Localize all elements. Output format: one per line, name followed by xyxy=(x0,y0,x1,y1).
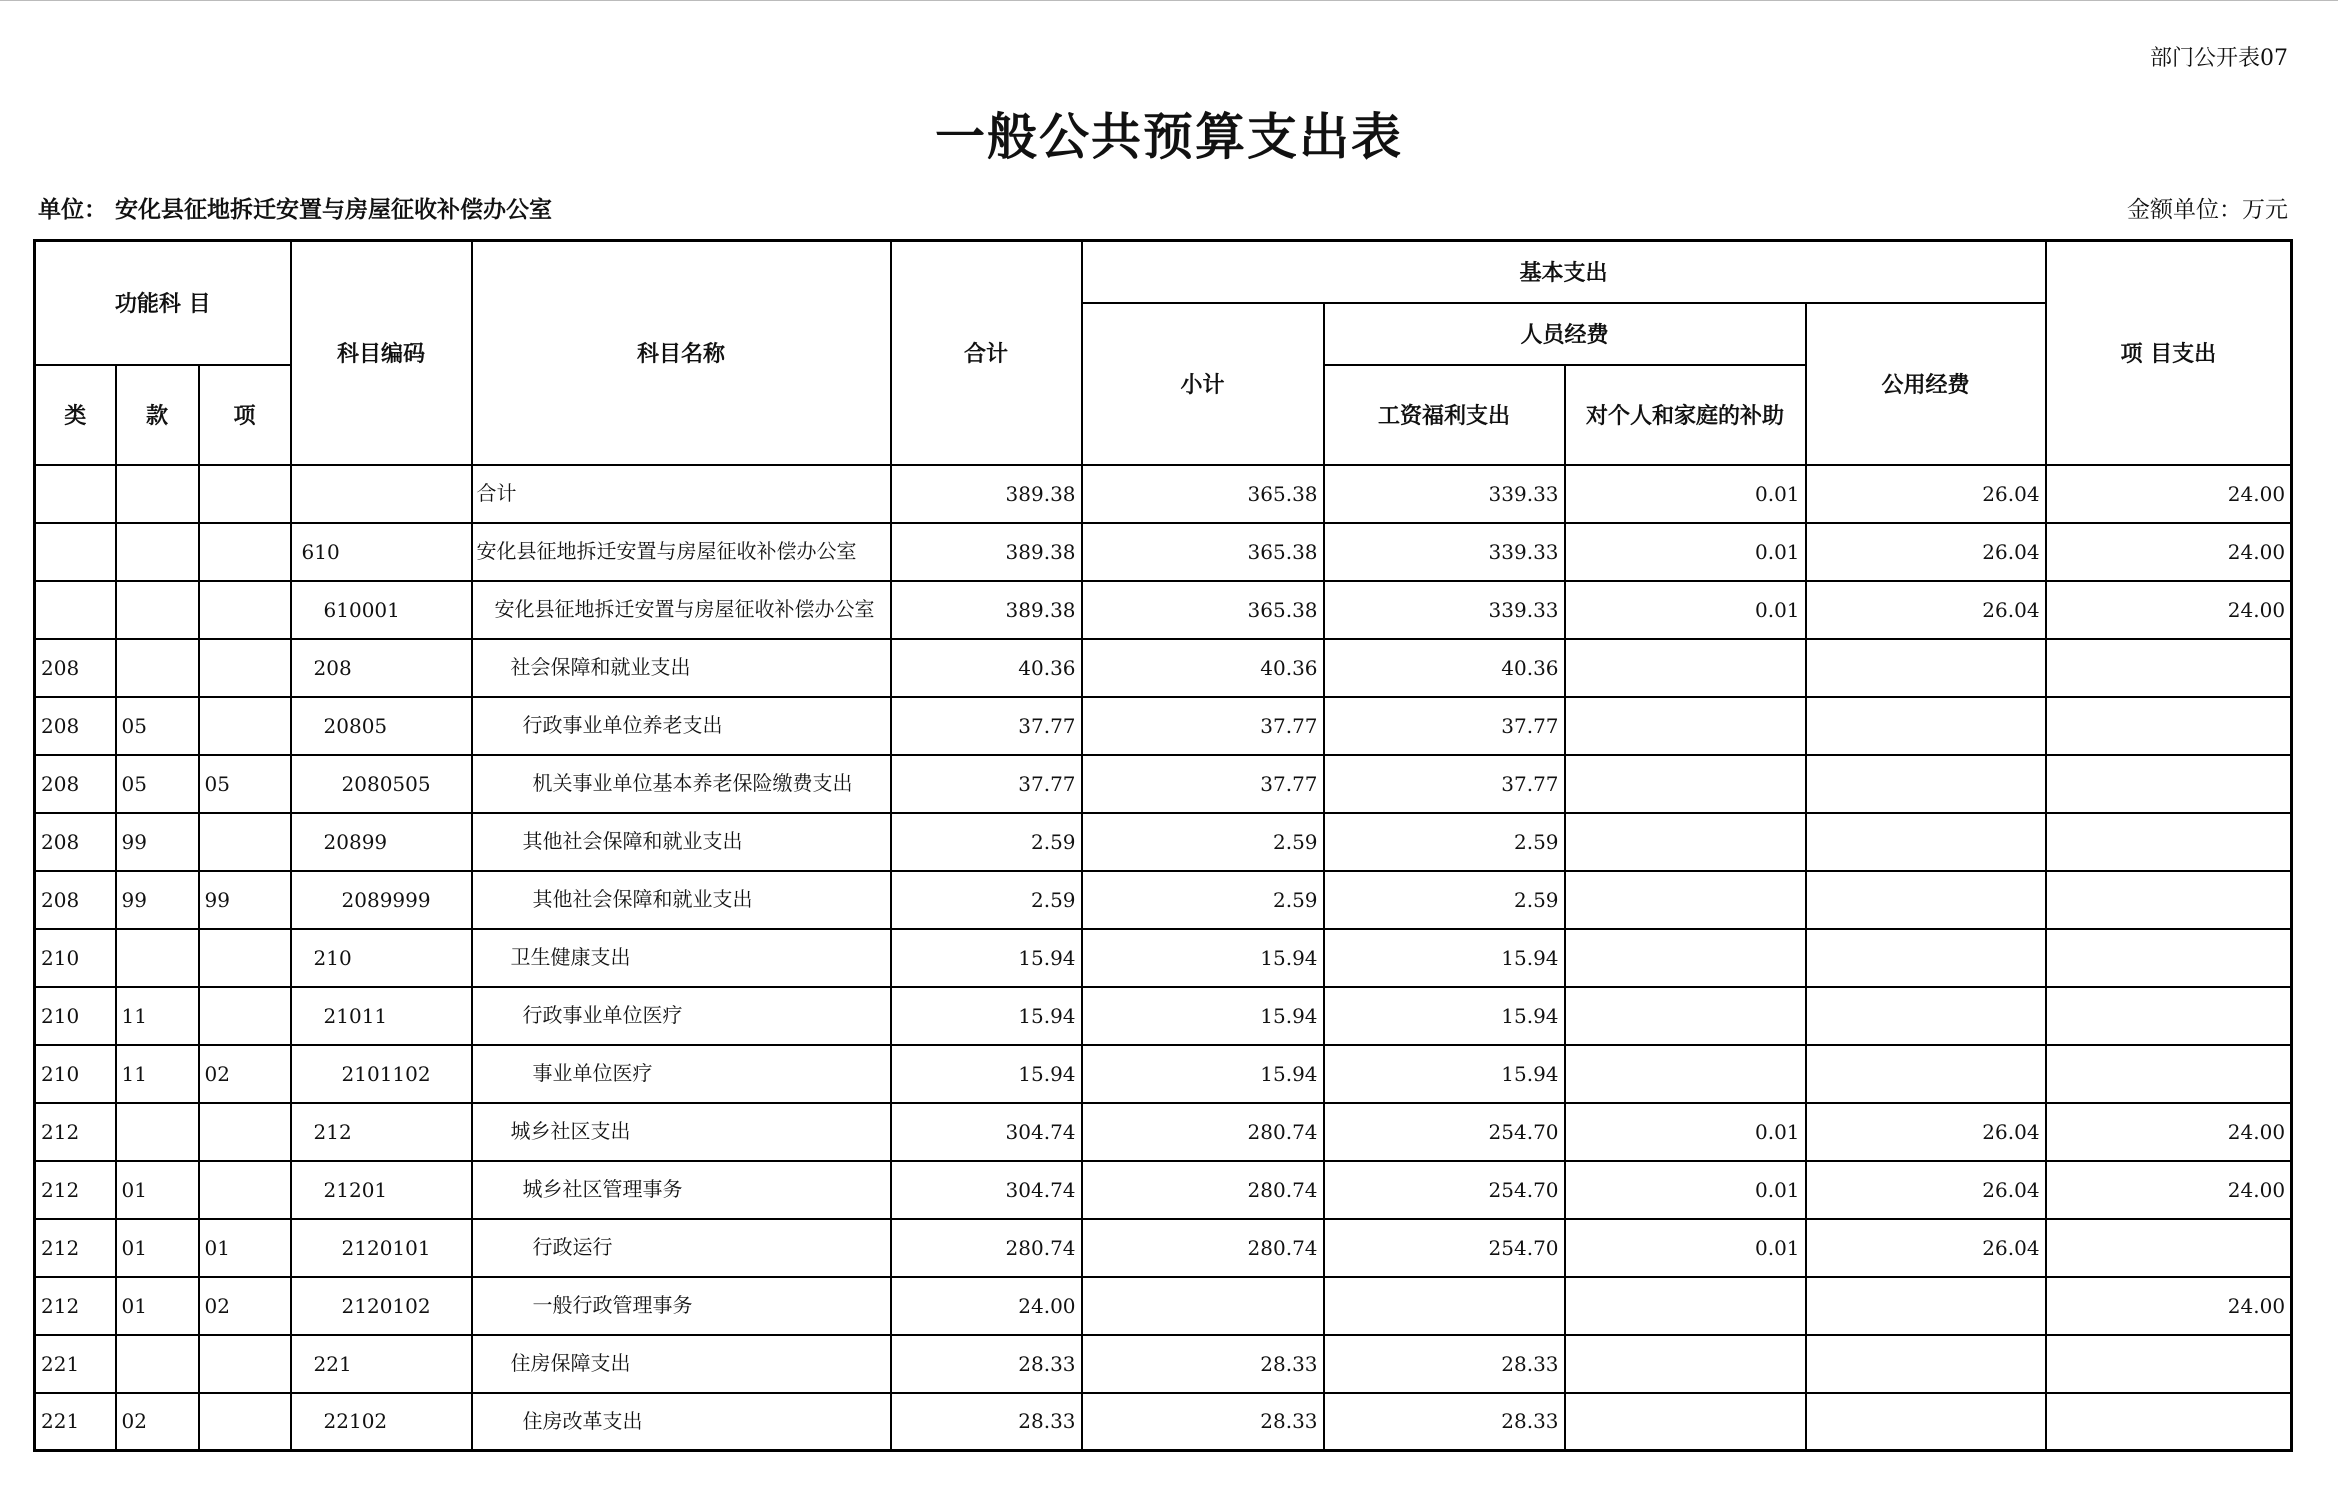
cell-wages: 15.94 xyxy=(1324,929,1565,987)
cell-subsidy: 0.01 xyxy=(1565,465,1806,523)
cell-kuan: 05 xyxy=(116,697,199,755)
cell-xiang xyxy=(199,1161,291,1219)
cell-lei: 212 xyxy=(35,1161,116,1219)
cell-xiang xyxy=(199,987,291,1045)
cell-subtotal: 15.94 xyxy=(1082,929,1324,987)
cell-wages: 254.70 xyxy=(1324,1103,1565,1161)
cell-subsidy xyxy=(1565,1277,1806,1335)
cell-kuan: 99 xyxy=(116,813,199,871)
cell-subtotal: 15.94 xyxy=(1082,1045,1324,1103)
cell-public: 26.04 xyxy=(1806,465,2046,523)
cell-project xyxy=(2046,1045,2292,1103)
cell-xiang: 05 xyxy=(199,755,291,813)
cell-subsidy: 0.01 xyxy=(1565,1103,1806,1161)
header-project: 项 目支出 xyxy=(2046,241,2292,465)
cell-kuan: 01 xyxy=(116,1277,199,1335)
cell-lei: 210 xyxy=(35,929,116,987)
cell-lei: 212 xyxy=(35,1277,116,1335)
cell-name: 一般行政管理事务 xyxy=(472,1277,891,1335)
cell-subtotal: 365.38 xyxy=(1082,523,1324,581)
cell-xiang xyxy=(199,697,291,755)
cell-subsidy: 0.01 xyxy=(1565,1219,1806,1277)
cell-total: 280.74 xyxy=(891,1219,1082,1277)
cell-project: 24.00 xyxy=(2046,1103,2292,1161)
cell-lei: 221 xyxy=(35,1393,116,1451)
cell-wages: 28.33 xyxy=(1324,1393,1565,1451)
cell-project xyxy=(2046,871,2292,929)
cell-xiang xyxy=(199,813,291,871)
cell-code: 2080505 xyxy=(291,755,472,813)
cell-subsidy xyxy=(1565,639,1806,697)
cell-kuan: 02 xyxy=(116,1393,199,1451)
cell-subtotal: 40.36 xyxy=(1082,639,1324,697)
header-name: 科目名称 xyxy=(472,241,891,465)
cell-subsidy xyxy=(1565,987,1806,1045)
cell-subsidy xyxy=(1565,1335,1806,1393)
cell-kuan xyxy=(116,929,199,987)
cell-subtotal: 280.74 xyxy=(1082,1103,1324,1161)
table-row xyxy=(35,1393,2292,1451)
header-subtotal: 小计 xyxy=(1082,303,1324,465)
table-row xyxy=(35,929,2292,987)
cell-subsidy: 0.01 xyxy=(1565,581,1806,639)
cell-code: 221 xyxy=(291,1335,472,1393)
cell-wages: 28.33 xyxy=(1324,1335,1565,1393)
cell-public: 26.04 xyxy=(1806,523,2046,581)
cell-public xyxy=(1806,1335,2046,1393)
cell-lei: 208 xyxy=(35,813,116,871)
cell-total: 37.77 xyxy=(891,697,1082,755)
table-row xyxy=(35,1219,2292,1277)
cell-subsidy xyxy=(1565,813,1806,871)
cell-kuan xyxy=(116,465,199,523)
cell-code: 21011 xyxy=(291,987,472,1045)
cell-project: 24.00 xyxy=(2046,523,2292,581)
currency-unit: 金额单位：万元 xyxy=(2127,197,2288,223)
cell-wages: 339.33 xyxy=(1324,465,1565,523)
cell-xiang xyxy=(199,581,291,639)
cell-xiang xyxy=(199,1103,291,1161)
cell-name: 住房保障支出 xyxy=(472,1335,891,1393)
cell-total: 37.77 xyxy=(891,755,1082,813)
page-title: 一般公共预算支出表 xyxy=(935,107,1403,166)
cell-subtotal: 365.38 xyxy=(1082,581,1324,639)
cell-lei: 210 xyxy=(35,1045,116,1103)
table-header xyxy=(35,241,2292,465)
table-row xyxy=(35,1335,2292,1393)
cell-name: 行政事业单位医疗 xyxy=(472,987,891,1045)
cell-total: 2.59 xyxy=(891,871,1082,929)
cell-public: 26.04 xyxy=(1806,581,2046,639)
header-total: 合计 xyxy=(891,241,1082,465)
cell-kuan: 11 xyxy=(116,987,199,1045)
cell-total: 15.94 xyxy=(891,987,1082,1045)
header-subsidy: 对个人和家庭的补助 xyxy=(1565,365,1806,465)
cell-lei xyxy=(35,523,116,581)
cell-project: 24.00 xyxy=(2046,1161,2292,1219)
cell-name: 社会保障和就业支出 xyxy=(472,639,891,697)
cell-public xyxy=(1806,987,2046,1045)
cell-subtotal: 280.74 xyxy=(1082,1219,1324,1277)
cell-code: 212 xyxy=(291,1103,472,1161)
cell-subsidy xyxy=(1565,697,1806,755)
header-wages: 工资福利支出 xyxy=(1324,365,1565,465)
cell-lei: 212 xyxy=(35,1103,116,1161)
cell-subtotal: 280.74 xyxy=(1082,1161,1324,1219)
cell-total: 389.38 xyxy=(891,523,1082,581)
cell-kuan: 01 xyxy=(116,1219,199,1277)
table-row xyxy=(35,1277,2292,1335)
cell-wages: 37.77 xyxy=(1324,755,1565,813)
cell-code: 2089999 xyxy=(291,871,472,929)
cell-total: 28.33 xyxy=(891,1393,1082,1451)
cell-kuan xyxy=(116,1103,199,1161)
cell-subsidy xyxy=(1565,871,1806,929)
cell-public xyxy=(1806,1045,2046,1103)
cell-code: 2120102 xyxy=(291,1277,472,1335)
header-basic: 基本支出 xyxy=(1082,241,2046,303)
cell-project xyxy=(2046,1393,2292,1451)
cell-kuan xyxy=(116,1335,199,1393)
cell-public xyxy=(1806,929,2046,987)
cell-xiang xyxy=(199,523,291,581)
cell-code: 208 xyxy=(291,639,472,697)
cell-name: 其他社会保障和就业支出 xyxy=(472,871,891,929)
cell-public xyxy=(1806,871,2046,929)
cell-wages xyxy=(1324,1277,1565,1335)
cell-xiang: 02 xyxy=(199,1045,291,1103)
cell-public xyxy=(1806,1393,2046,1451)
cell-total: 2.59 xyxy=(891,813,1082,871)
cell-code: 2120101 xyxy=(291,1219,472,1277)
cell-total: 15.94 xyxy=(891,1045,1082,1103)
cell-xiang: 01 xyxy=(199,1219,291,1277)
header-kuan: 款 xyxy=(116,365,199,465)
table-row xyxy=(35,465,2292,523)
cell-public xyxy=(1806,1277,2046,1335)
organization-unit: 单位： 安化县征地拆迁安置与房屋征收补偿办公室 xyxy=(38,196,553,223)
cell-code: 20805 xyxy=(291,697,472,755)
cell-code: 210 xyxy=(291,929,472,987)
cell-name: 机关事业单位基本养老保险缴费支出 xyxy=(472,755,891,813)
cell-project xyxy=(2046,1335,2292,1393)
cell-subsidy xyxy=(1565,1393,1806,1451)
cell-project xyxy=(2046,813,2292,871)
cell-total: 389.38 xyxy=(891,581,1082,639)
table-row xyxy=(35,639,2292,697)
cell-code: 21201 xyxy=(291,1161,472,1219)
cell-name: 卫生健康支出 xyxy=(472,929,891,987)
cell-name: 安化县征地拆迁安置与房屋征收补偿办公室 xyxy=(472,581,891,639)
cell-code: 2101102 xyxy=(291,1045,472,1103)
cell-project: 24.00 xyxy=(2046,465,2292,523)
cell-total: 389.38 xyxy=(891,465,1082,523)
cell-wages: 254.70 xyxy=(1324,1219,1565,1277)
form-number: 部门公开表07 xyxy=(2150,46,2288,71)
cell-kuan: 99 xyxy=(116,871,199,929)
table-row xyxy=(35,523,2292,581)
header-lei: 类 xyxy=(35,365,116,465)
cell-code xyxy=(291,465,472,523)
cell-xiang: 99 xyxy=(199,871,291,929)
cell-kuan xyxy=(116,639,199,697)
cell-total: 15.94 xyxy=(891,929,1082,987)
cell-lei: 210 xyxy=(35,987,116,1045)
cell-xiang xyxy=(199,1335,291,1393)
cell-project xyxy=(2046,755,2292,813)
table-row xyxy=(35,1103,2292,1161)
cell-lei xyxy=(35,465,116,523)
cell-total: 304.74 xyxy=(891,1161,1082,1219)
cell-subtotal: 15.94 xyxy=(1082,987,1324,1045)
cell-project xyxy=(2046,1219,2292,1277)
cell-subtotal: 37.77 xyxy=(1082,755,1324,813)
cell-lei xyxy=(35,581,116,639)
header-code: 科目编码 xyxy=(291,241,472,465)
cell-subtotal: 2.59 xyxy=(1082,871,1324,929)
cell-code: 610 xyxy=(291,523,472,581)
header-public: 公用经费 xyxy=(1806,303,2046,465)
cell-wages: 2.59 xyxy=(1324,871,1565,929)
table-row xyxy=(35,581,2292,639)
table-row xyxy=(35,987,2292,1045)
cell-public xyxy=(1806,639,2046,697)
header-personnel: 人员经费 xyxy=(1324,303,1806,365)
cell-name: 安化县征地拆迁安置与房屋征收补偿办公室 xyxy=(472,523,891,581)
cell-wages: 15.94 xyxy=(1324,1045,1565,1103)
cell-subtotal: 2.59 xyxy=(1082,813,1324,871)
table-row xyxy=(35,813,2292,871)
table-row xyxy=(35,755,2292,813)
cell-public: 26.04 xyxy=(1806,1219,2046,1277)
cell-project: 24.00 xyxy=(2046,581,2292,639)
cell-xiang xyxy=(199,929,291,987)
cell-lei: 208 xyxy=(35,755,116,813)
table-body xyxy=(35,465,2292,1451)
cell-wages: 37.77 xyxy=(1324,697,1565,755)
cell-project: 24.00 xyxy=(2046,1277,2292,1335)
cell-wages: 40.36 xyxy=(1324,639,1565,697)
cell-lei: 208 xyxy=(35,639,116,697)
cell-xiang xyxy=(199,639,291,697)
header-functional: 功能科 目 xyxy=(35,241,291,365)
cell-name: 事业单位医疗 xyxy=(472,1045,891,1103)
cell-name: 其他社会保障和就业支出 xyxy=(472,813,891,871)
cell-project xyxy=(2046,639,2292,697)
cell-xiang xyxy=(199,1393,291,1451)
cell-name: 行政运行 xyxy=(472,1219,891,1277)
cell-public xyxy=(1806,755,2046,813)
cell-kuan: 01 xyxy=(116,1161,199,1219)
table-row xyxy=(35,1045,2292,1103)
cell-total: 304.74 xyxy=(891,1103,1082,1161)
cell-lei: 221 xyxy=(35,1335,116,1393)
cell-subsidy xyxy=(1565,929,1806,987)
cell-wages: 15.94 xyxy=(1324,987,1565,1045)
cell-xiang xyxy=(199,465,291,523)
cell-total: 24.00 xyxy=(891,1277,1082,1335)
cell-name: 城乡社区管理事务 xyxy=(472,1161,891,1219)
cell-public xyxy=(1806,813,2046,871)
cell-lei: 208 xyxy=(35,697,116,755)
cell-wages: 2.59 xyxy=(1324,813,1565,871)
cell-xiang: 02 xyxy=(199,1277,291,1335)
cell-kuan: 11 xyxy=(116,1045,199,1103)
cell-lei: 212 xyxy=(35,1219,116,1277)
cell-project xyxy=(2046,929,2292,987)
cell-project xyxy=(2046,987,2292,1045)
cell-code: 610001 xyxy=(291,581,472,639)
cell-kuan xyxy=(116,581,199,639)
cell-lei: 208 xyxy=(35,871,116,929)
cell-name: 住房改革支出 xyxy=(472,1393,891,1451)
table-row xyxy=(35,1161,2292,1219)
cell-wages: 254.70 xyxy=(1324,1161,1565,1219)
cell-code: 20899 xyxy=(291,813,472,871)
header-xiang: 项 xyxy=(199,365,291,465)
cell-subsidy xyxy=(1565,755,1806,813)
cell-public xyxy=(1806,697,2046,755)
cell-subtotal: 28.33 xyxy=(1082,1335,1324,1393)
cell-public: 26.04 xyxy=(1806,1161,2046,1219)
cell-subsidy xyxy=(1565,1045,1806,1103)
cell-public: 26.04 xyxy=(1806,1103,2046,1161)
cell-subtotal: 365.38 xyxy=(1082,465,1324,523)
cell-subtotal: 28.33 xyxy=(1082,1393,1324,1451)
cell-code: 22102 xyxy=(291,1393,472,1451)
cell-wages: 339.33 xyxy=(1324,523,1565,581)
cell-kuan xyxy=(116,523,199,581)
cell-total: 40.36 xyxy=(891,639,1082,697)
table-row xyxy=(35,871,2292,929)
cell-name: 行政事业单位养老支出 xyxy=(472,697,891,755)
cell-subtotal xyxy=(1082,1277,1324,1335)
cell-project xyxy=(2046,697,2292,755)
cell-subtotal: 37.77 xyxy=(1082,697,1324,755)
cell-subsidy: 0.01 xyxy=(1565,1161,1806,1219)
cell-subsidy: 0.01 xyxy=(1565,523,1806,581)
cell-wages: 339.33 xyxy=(1324,581,1565,639)
cell-total: 28.33 xyxy=(891,1335,1082,1393)
budget-table xyxy=(33,239,2293,1452)
cell-name: 城乡社区支出 xyxy=(472,1103,891,1161)
cell-name: 合计 xyxy=(472,465,891,523)
table-row xyxy=(35,697,2292,755)
cell-kuan: 05 xyxy=(116,755,199,813)
